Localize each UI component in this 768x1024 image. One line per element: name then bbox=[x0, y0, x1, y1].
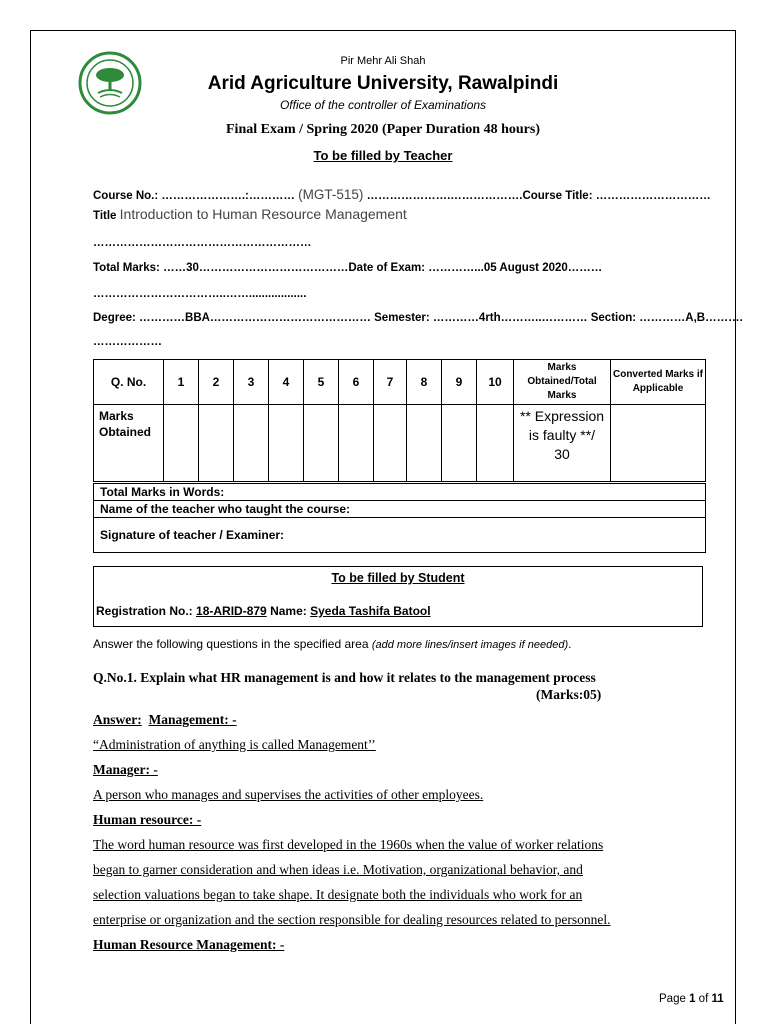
question-1-marks: (Marks:05) bbox=[536, 687, 602, 702]
university-name: Arid Agriculture University, Rawalpindi bbox=[207, 73, 559, 94]
total-marks-denominator: 30 bbox=[554, 446, 570, 462]
hr-paragraph-line: The word human resource was first developed in the 1960s when the value of worker relations bbox=[93, 837, 604, 852]
header-q10: 10 bbox=[477, 360, 514, 405]
degree-line: Degree: …………BBA…………………………………… Semester: …………4rth………..………… Section: …………A,B………. bbox=[93, 312, 743, 324]
page-total: 11 bbox=[711, 993, 724, 1005]
student-section-heading: To be filled by Student bbox=[331, 571, 465, 585]
marks-table bbox=[93, 359, 706, 482]
registration-number: 18-ARID-879 bbox=[196, 604, 267, 618]
marks-cell[interactable] bbox=[339, 405, 374, 482]
header-q4: 4 bbox=[269, 360, 304, 405]
page-word: Page bbox=[659, 993, 686, 1005]
dots-line-2: ……………………………..…….................. bbox=[93, 288, 307, 300]
page-number bbox=[659, 993, 724, 1005]
instruction-text: Answer the following questions in the specified area bbox=[93, 637, 369, 651]
teacher-name-row: Name of the teacher who taught the course: bbox=[94, 501, 705, 518]
title-line bbox=[93, 206, 407, 222]
total-marks-cell bbox=[514, 405, 611, 482]
management-definition: “Administration of anything is called Management’’ bbox=[93, 737, 376, 752]
student-name-label: Name: bbox=[270, 604, 307, 618]
registration-label: Registration No.: bbox=[96, 604, 193, 618]
header-q7: 7 bbox=[374, 360, 407, 405]
hr-heading: Human resource: - bbox=[93, 812, 202, 827]
marks-cell[interactable] bbox=[407, 405, 442, 482]
teacher-section-heading: To be filled by Teacher bbox=[313, 148, 453, 163]
student-info-box bbox=[93, 566, 703, 627]
marks-cell[interactable] bbox=[199, 405, 234, 482]
total-marks-line: Total Marks: ……30…………………………………Date of Exam: …………...05 August 2020……… bbox=[93, 262, 603, 274]
teacher-info-box bbox=[93, 483, 706, 553]
header-q5: 5 bbox=[304, 360, 339, 405]
student-name: Syeda Tashifa Batool bbox=[310, 604, 431, 618]
office-name: Office of the controller of Examinations bbox=[279, 98, 487, 112]
dots-line-3: ……………… bbox=[93, 336, 162, 348]
management-heading: Management: - bbox=[148, 712, 237, 727]
answer-label: Answer: bbox=[93, 712, 142, 727]
header-q1: 1 bbox=[164, 360, 199, 405]
hr-paragraph-line: began to garner consideration and when ideas i.e. Motivation, organizational behavior, and bbox=[93, 862, 583, 877]
hr-paragraph-line: selection valuations began to take shape. It designate both the individuals who work for an bbox=[93, 887, 583, 902]
page-current: 1 bbox=[689, 993, 696, 1005]
registration-line bbox=[96, 604, 431, 618]
hrm-heading: Human Resource Management: - bbox=[93, 937, 285, 952]
manager-heading: Manager: - bbox=[93, 762, 158, 777]
header-q3: 3 bbox=[234, 360, 269, 405]
hr-paragraph-line: enterprise or organization and the section responsible for dealing resources related to personnel. bbox=[93, 912, 611, 927]
marks-cell[interactable] bbox=[234, 405, 269, 482]
course-title-label: ………………….……………….Course Title: ………………………… bbox=[366, 190, 711, 202]
total-in-words-row: Total Marks in Words: bbox=[94, 484, 705, 501]
title-label: Title bbox=[93, 210, 117, 222]
marks-cell[interactable] bbox=[442, 405, 477, 482]
header-q8: 8 bbox=[407, 360, 442, 405]
marks-cell[interactable] bbox=[164, 405, 199, 482]
course-title-value: Introduction to Human Resource Management bbox=[119, 206, 407, 222]
question-1-text: Q.No.1. Explain what HR management is and how it relates to the management process bbox=[93, 670, 596, 685]
marks-cell[interactable] bbox=[477, 405, 514, 482]
manager-definition: A person who manages and supervises the activities of other employees. bbox=[93, 787, 484, 802]
course-code: (MGT-515) bbox=[298, 187, 364, 202]
marks-obtained-label: Marks Obtained bbox=[94, 405, 164, 482]
answer-heading bbox=[93, 712, 237, 728]
marks-cell[interactable] bbox=[269, 405, 304, 482]
course-no-line bbox=[93, 187, 711, 202]
header-q2: 2 bbox=[199, 360, 234, 405]
course-no-label: Course No.: ………………….:………… bbox=[93, 190, 295, 202]
marks-cell[interactable] bbox=[374, 405, 407, 482]
university-prefix: Pir Mehr Ali Shah bbox=[340, 55, 426, 67]
exam-title: Final Exam / Spring 2020 (Paper Duration 48 hours) bbox=[226, 122, 540, 137]
signature-row: Signature of teacher / Examiner: bbox=[100, 528, 285, 542]
marks-cell[interactable] bbox=[304, 405, 339, 482]
instruction-line bbox=[93, 637, 571, 651]
converted-marks-cell[interactable] bbox=[611, 405, 706, 482]
page-of: of bbox=[698, 993, 709, 1005]
header-q6: 6 bbox=[339, 360, 374, 405]
header-total-marks: Marks Obtained/Total Marks bbox=[514, 360, 611, 405]
header-q9: 9 bbox=[442, 360, 477, 405]
instruction-period: . bbox=[568, 637, 572, 651]
marks-obtained-row bbox=[94, 405, 706, 482]
exam-page bbox=[30, 30, 743, 1024]
header-converted-marks: Converted Marks if Applicable bbox=[611, 360, 706, 405]
marks-table-header-row bbox=[94, 360, 706, 405]
header-qno: Q. No. bbox=[94, 360, 164, 405]
instruction-note: (add more lines/insert images if needed) bbox=[371, 639, 569, 651]
dots-line-1: ………………………………………………… bbox=[93, 237, 312, 249]
total-marks-error: ** Expression is faulty **/ bbox=[519, 408, 605, 443]
